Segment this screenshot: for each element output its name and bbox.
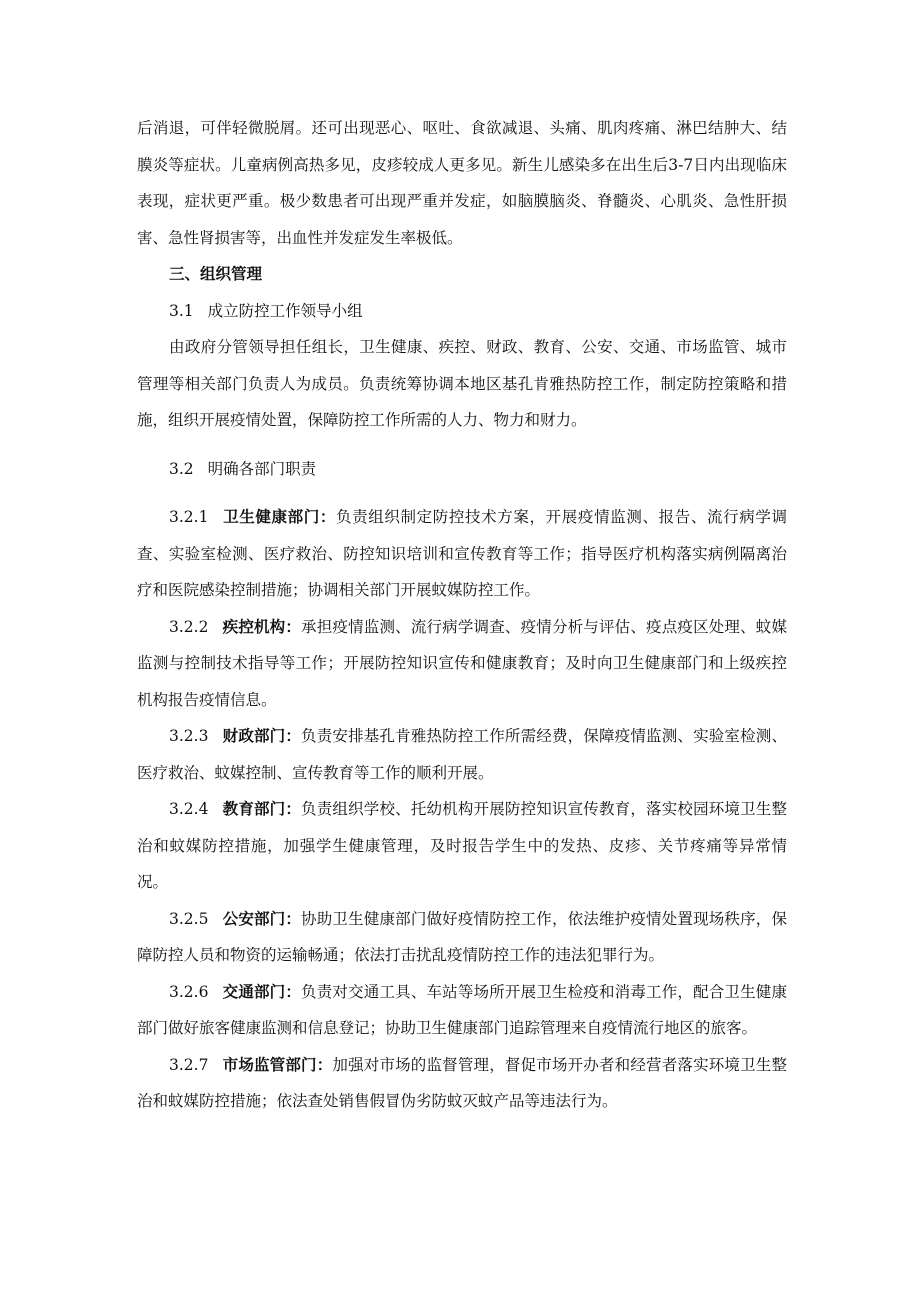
duty-item-finance <box>137 718 787 791</box>
duty-item-cdc <box>137 609 787 719</box>
duty-text: 协助卫生健康部门做好疫情防控工作，依法维护疫情处置现场秩序，保障防控人员和物资的运输畅通；依法打击扰乱疫情防控工作的违法犯罪行为。 <box>137 909 787 964</box>
duty-text: 承担疫情监测、流行病学调查、疫情分析与评估、疫点疫区处理、蚊媒监测与控制技术指导等工作；开展防控知识宣传和健康教育；及时向卫生健康部门和上级疾控机构报告疫情信息。 <box>137 617 787 709</box>
duty-department: 教育部门： <box>222 799 302 818</box>
intro-paragraph: 后消退，可伴轻微脱屑。还可出现恶心、呕吐、食欲减退、头痛、肌肉疼痛、淋巴结肿大、结膜炎等症状。儿童病例高热多见，皮疹较成人更多见。新生儿感染多在出生后3-7日内出现临床表现，症状更严重。极少数患者可出现严重并发症，如脑膜脑炎、脊髓炎、心肌炎、急性肝损害、急性肾损害等，出血性并发症发生率极低。 <box>137 119 787 247</box>
duty-item-health <box>137 499 787 609</box>
duty-text: 负责对交通工具、车站等场所开展卫生检疫和消毒工作，配合卫生健康部门做好旅客健康监测和信息登记；协助卫生健康部门追踪管理来自疫情流行地区的旅客。 <box>137 982 787 1037</box>
duty-text: 加强对市场的监督管理，督促市场开办者和经营者落实环境卫生整治和蚊媒防控措施；依法查处销售假冒伪劣防蚊灭蚊产品等违法行为。 <box>137 1055 787 1110</box>
duty-item-market <box>137 1047 787 1120</box>
duty-number: 3.2.5 <box>169 909 209 928</box>
duty-text: 负责组织制定防控技术方案，开展疫情监测、报告、流行病学调查、实验室检测、医疗救治、防控知识培训和宣传教育等工作；指导医疗机构落实病例隔离治疗和医院感染控制措施；协调相关部门开展蚊媒防控工作。 <box>137 508 787 599</box>
duty-number: 3.2.2 <box>169 617 209 636</box>
subsection-number: 3.1 <box>169 301 194 320</box>
duty-item-police <box>137 901 787 974</box>
duty-number: 3.2.7 <box>169 1055 209 1074</box>
subsection-title: 成立防控工作领导小组 <box>207 301 363 320</box>
duty-department: 交通部门： <box>222 981 302 1001</box>
subsection-3-1-heading <box>137 293 787 330</box>
subsection-3-1-body: 由政府分管领导担任组长，卫生健康、疾控、财政、教育、公安、交通、市场监管、城市管理等相关部门负责人为成员。负责统筹协调本地区基孔肯雅热防控工作，制定防控策略和措施，组织开展疫情处置，保障防控工作所需的人力、物力和财力。 <box>137 338 787 429</box>
duty-department: 公安部门： <box>222 908 302 928</box>
duty-number: 3.2.1 <box>169 508 209 526</box>
duty-text: 负责组织学校、托幼机构开展防控知识宣传教育，落实校园环境卫生整治和蚊媒防控措施，加强学生健康管理，及时报告学生中的发热、皮疹、关节疼痛等异常情况。 <box>137 800 787 891</box>
duty-department: 市场监管部门： <box>222 1054 333 1074</box>
document-page <box>137 0 787 1120</box>
duty-department: 卫生健康部门： <box>222 507 336 526</box>
duty-number: 3.2.3 <box>169 727 209 745</box>
duty-number: 3.2.6 <box>169 982 209 1001</box>
duty-department: 疾控机构： <box>222 616 302 636</box>
duty-number: 3.2.4 <box>169 800 209 818</box>
subsection-title: 明确各部门职责 <box>207 459 317 478</box>
section-heading: 三、组织管理 <box>169 264 263 283</box>
subsection-number: 3.2 <box>169 459 194 478</box>
duty-text: 负责安排基孔肯雅热防控工作所需经费，保障疫情监测、实验室检测、医疗救治、蚊媒控制、宣传教育等工作的顺利开展。 <box>137 727 787 782</box>
subsection-3-2-heading <box>137 451 787 488</box>
duty-item-transport <box>137 974 787 1047</box>
duty-item-education <box>137 791 787 901</box>
duty-department: 财政部门： <box>222 726 302 745</box>
